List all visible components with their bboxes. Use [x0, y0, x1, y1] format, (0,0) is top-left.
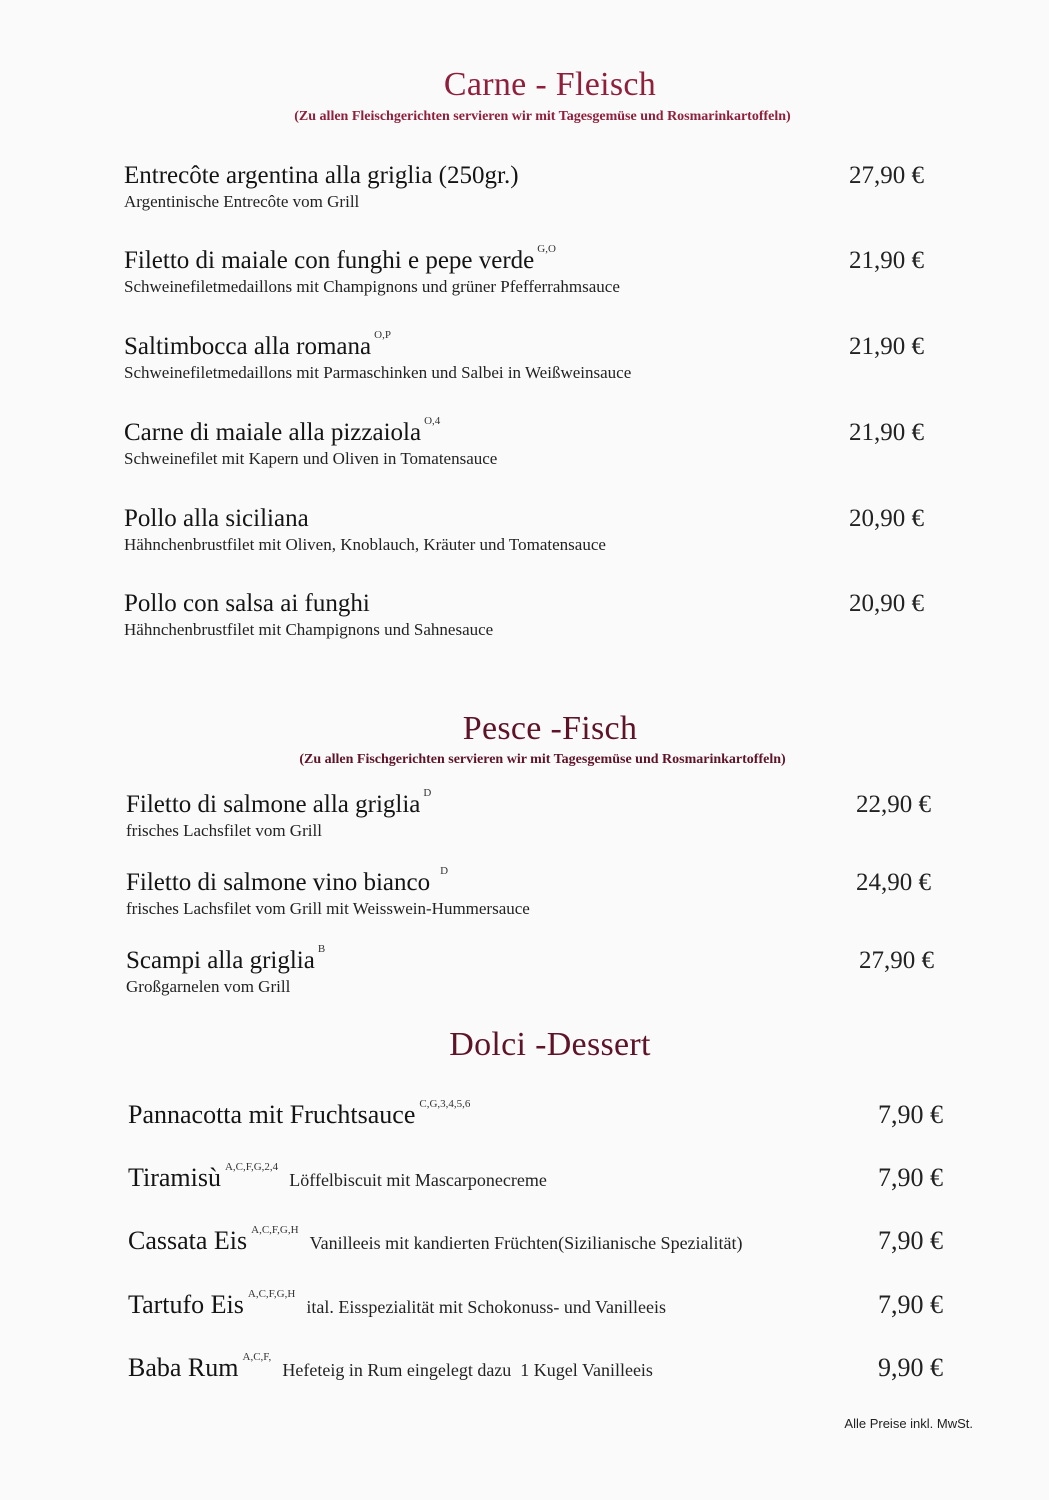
item-description: Argentinische Entrecôte vom Grill [124, 192, 360, 211]
item-price: 27,90 € [849, 162, 924, 189]
menu-item [124, 329, 944, 393]
allergen-codes: G,O [537, 243, 556, 255]
dessert-item [128, 1226, 943, 1266]
allergen-codes: O,P [374, 329, 391, 341]
dessert-item [128, 1290, 943, 1330]
item-name: Pollo alla siciliana [124, 505, 309, 532]
item-description: Großgarnelen vom Grill [126, 977, 291, 996]
item-price: 27,90 € [859, 947, 934, 974]
dessert-item [128, 1163, 943, 1203]
item-price: 21,90 € [849, 419, 924, 446]
item-price: 7,90 € [878, 1290, 943, 1319]
allergen-codes: D [440, 865, 449, 877]
item-price: 21,90 € [849, 247, 924, 274]
item-description: Schweinefiletmedaillons mit Parmaschinken und Salbei in Weißweinsauce [124, 363, 632, 382]
item-name: Carne di maiale alla pizzaiola $^{O,4}$ [124, 415, 441, 446]
dessert-item [128, 1100, 943, 1140]
menu-item [124, 590, 944, 650]
allergen-codes: A,C,F,G,H [247, 1288, 296, 1300]
menu-item [124, 162, 944, 222]
item-price: 20,90 € [849, 590, 924, 617]
allergen-codes: D [423, 787, 432, 799]
item-name: Cassata Eis $^{A,C,F,G,H}$ [128, 1224, 299, 1255]
item-price: 7,90 € [878, 1163, 943, 1192]
item-name: Baba Rum $^{A,C,F,}$ [128, 1351, 272, 1382]
price-footnote: Alle Preise inkl. MwSt. [844, 1416, 973, 1431]
item-name: Pannacotta mit Fruchtsauce $^{C,G,3,4,5,6}$ [128, 1098, 471, 1129]
item-name: Filetto di salmone alla griglia $^D$ [126, 787, 432, 818]
item-name: Scampi alla griglia $^B$ [126, 943, 326, 974]
item-description: Hähnchenbrustfilet mit Champignons und Sahnesauce [124, 620, 494, 639]
menu-item [126, 865, 946, 929]
item-description: Hähnchenbrustfilet mit Oliven, Knoblauch, Kräuter und Tomatensauce [124, 535, 606, 554]
allergen-codes: O,4 [424, 415, 441, 427]
menu-item [126, 787, 946, 851]
item-description: Hefeteig in Rum eingelegt dazu 1 Kugel Vanilleeis [282, 1360, 653, 1380]
item-name: Filetto di maiale con funghi e pepe verde $^{G,O}$ [124, 243, 556, 274]
allergen-codes: A,C,F,G,H [251, 1224, 299, 1236]
section-title-carne: Carne - Fleisch [443, 66, 657, 103]
item-price: 9,90 € [878, 1353, 943, 1382]
item-description: frisches Lachsfilet vom Grill mit Weisswein-Hummersauce [126, 899, 530, 918]
item-price: 7,90 € [878, 1100, 943, 1129]
item-name: Saltimbocca alla romana $^{O,P}$ [124, 329, 391, 360]
menu-item [124, 415, 944, 479]
item-name: Tartufo Eis $^{A,C,F,G,H}$ [128, 1288, 296, 1319]
dessert-item [128, 1353, 943, 1393]
section-title-dolci: Dolci -Dessert [449, 1026, 651, 1063]
menu-item [126, 943, 946, 1007]
item-description: Schweinefiletmedaillons mit Champignons und grüner Pfefferrahmsauce [124, 277, 620, 296]
item-description: Vanilleeis mit kandierten Früchten(Sizilianische Spezialität) [309, 1233, 743, 1253]
item-description: Löffelbiscuit mit Mascarponecreme [289, 1170, 547, 1190]
allergen-codes: C,G,3,4,5,6 [419, 1098, 471, 1110]
item-price: 22,90 € [856, 791, 931, 818]
item-price: 7,90 € [878, 1226, 943, 1255]
menu-item [124, 505, 944, 565]
allergen-codes: B [317, 943, 326, 955]
section-note-pesce: (Zu allen Fischgerichten servieren wir mit Tagesgemüse und Rosmarinkartoffeln) [299, 752, 786, 767]
item-price: 20,90 € [849, 505, 924, 532]
item-name: Tiramisù $^{A,C,F,G,2,4}$ [128, 1161, 279, 1192]
section-note-carne: (Zu allen Fleischgerichten servieren wir mit Tagesgemüse und Rosmarinkartoffeln) [294, 109, 791, 124]
item-name: Entrecôte argentina alla griglia (250gr.) [124, 162, 519, 189]
menu-item [124, 243, 944, 307]
section-title-pesce: Pesce -Fisch [462, 710, 638, 747]
item-description: Schweinefilet mit Kapern und Oliven in Tomatensauce [124, 449, 498, 468]
item-name: Pollo con salsa ai funghi [124, 590, 370, 617]
item-description: frisches Lachsfilet vom Grill [126, 821, 322, 840]
allergen-codes: A,C,F, [242, 1351, 272, 1363]
item-name: Filetto di salmone vino bianco $^D$ [126, 865, 449, 896]
item-price: 21,90 € [849, 333, 924, 360]
item-description: ital. Eisspezialität mit Schokonuss- und Vanilleeis [306, 1297, 666, 1317]
allergen-codes: A,C,F,G,2,4 [224, 1161, 279, 1173]
item-price: 24,90 € [856, 869, 931, 896]
